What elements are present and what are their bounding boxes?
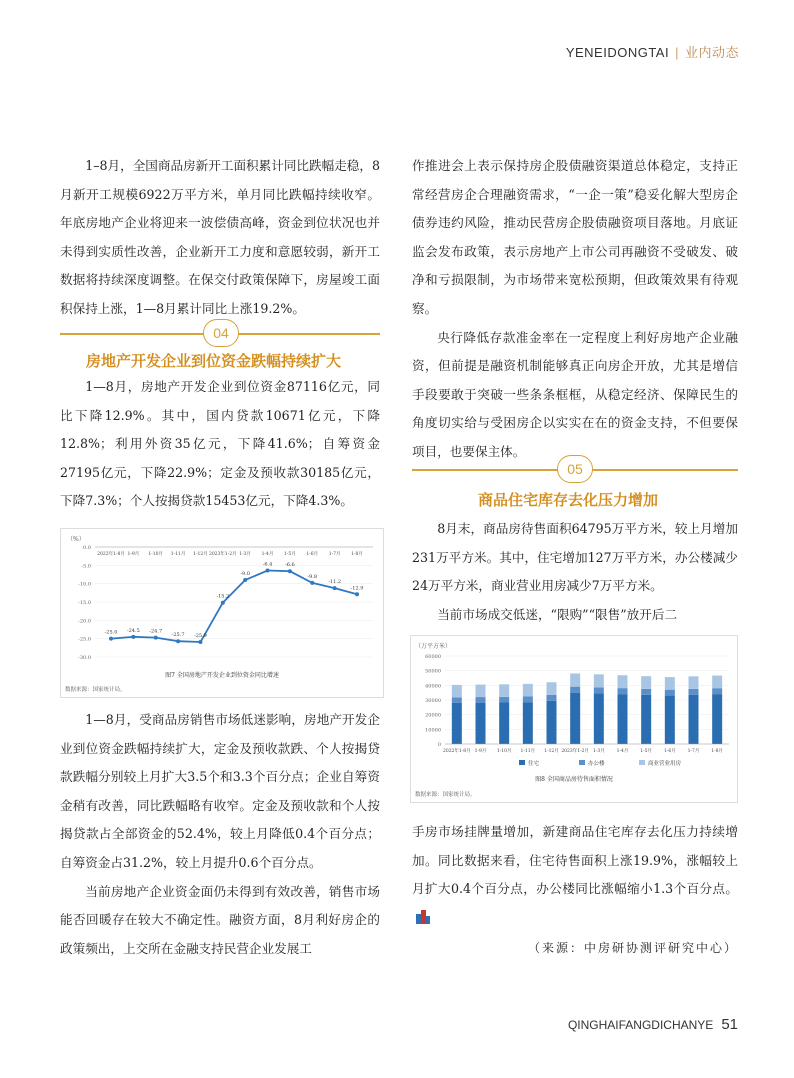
section-badge-04: 04 — [203, 319, 239, 347]
x-tick-label: 2023年1-2月 — [561, 749, 590, 754]
data-label: -25.7 — [171, 632, 185, 639]
bar-segment — [712, 676, 722, 689]
paragraph: 8月末，商品房待售面积64795万平方米，较上月增加231万平方米。其中，住宅增加127万平方米，办公楼减少24万平方米，商业营业用房减少7万平方米。 — [412, 521, 738, 594]
bar-segment — [665, 677, 675, 690]
running-header — [566, 42, 739, 61]
left-column-intro — [60, 152, 380, 324]
y-tick-label: -30.0 — [78, 655, 91, 661]
paragraph: 当前市场成交低迷，“限购”“限售”放开后二 — [437, 606, 678, 622]
data-point — [221, 601, 225, 605]
x-tick-label: 1-10月 — [148, 552, 164, 557]
bar-segment — [665, 690, 675, 696]
y-tick-label: 50000 — [425, 668, 441, 675]
chart-source-note: 数据来源：国家统计局。 — [415, 792, 476, 798]
data-label: -6.6 — [285, 562, 295, 569]
bar-segment — [452, 685, 462, 697]
bar-segment — [641, 689, 651, 695]
bar-segment — [712, 688, 722, 694]
chart-source-note: 数据来源：国家统计局。 — [65, 687, 126, 693]
legend-swatch — [519, 760, 525, 765]
paragraph: 1–8月，全国商品房新开工面积累计同比跌幅走稳，8月新开工规模6922万平方米，单月同比跌幅持续收窄。年底房地产企业将迎来一波偿债高峰，资金到位状况也并未得到实质性改善，企业新开工力度和意愿较弱，新开工数据将持续深度调整。在保交付政策保障下，房屋竣工面积保持上涨，1—8月累计同比上涨19.2%。 — [60, 158, 380, 316]
section-title-05: 商品住宅库存去化压力增加 — [478, 491, 659, 509]
data-label: -11.2 — [328, 579, 342, 586]
data-point — [355, 592, 359, 596]
page-footer — [568, 1016, 738, 1033]
x-tick-label: 1-3月 — [239, 552, 252, 557]
bar-segment — [499, 702, 509, 744]
x-tick-label: 1-11月 — [170, 552, 186, 557]
data-label: -12.9 — [350, 585, 364, 592]
chart-inventory-area — [410, 635, 738, 803]
data-label: -9.0 — [240, 571, 251, 577]
x-tick-label: 1-9月 — [127, 552, 140, 557]
bar-segment — [523, 702, 533, 744]
y-tick-label: 40000 — [425, 683, 441, 690]
data-label: -15.2 — [216, 593, 230, 600]
data-point — [198, 640, 202, 644]
y-axis-unit: （%） — [67, 536, 85, 543]
y-tick-label: -25.0 — [78, 636, 91, 643]
x-tick-label: 1-4月 — [616, 749, 629, 754]
x-tick-label: 1-3月 — [592, 749, 605, 754]
paragraph: 当前房地产企业资金面仍未得到有效改善，销售市场能否回暖存在较大不确定性。融资方面，8月利好房企的政策频出，上交所在金融支持民营企业发展工 — [60, 883, 380, 956]
y-tick-label: 30000 — [425, 698, 441, 704]
data-label: -25.9 — [194, 632, 207, 639]
bar-segment — [594, 693, 604, 744]
header-separator: | — [675, 45, 679, 60]
y-tick-label: -20.0 — [78, 618, 91, 625]
legend-label: 商业营业用房 — [648, 761, 682, 767]
bar-segment — [594, 674, 604, 687]
y-tick-label: 0 — [437, 742, 441, 748]
bar-segment — [499, 684, 509, 697]
y-axis-unit: （万平方米） — [415, 643, 452, 650]
data-label: -25.0 — [104, 629, 118, 636]
bar-segment — [523, 684, 533, 697]
section-05-body — [412, 515, 738, 629]
bar-segment — [618, 688, 628, 694]
data-point — [154, 636, 158, 640]
paragraph-text: 手房市场挂牌量增加，新建商品住宅库存去化压力持续增加。同比数据来看，住宅待售面积上涨19.9%，涨幅较上月扩大0.4个百分点，办公楼同比涨幅缩小1.3个百分点。 — [412, 824, 738, 897]
bar-segment — [618, 675, 628, 688]
paragraph: 央行降低存款准金率在一定程度上利好房地产企业融资，但前提是融资机制能够真正向房企开放，尤其是增信手段要敢于突破一些条条框框，从稳定经济、保障民生的角度切实给与受困房企以实实在在的资金支持，不但要保项目，也要保主体。 — [412, 329, 738, 459]
bar-segment — [476, 703, 486, 744]
x-tick-label: 1-9月 — [474, 749, 487, 754]
data-point — [266, 568, 270, 572]
x-tick-label: 1-12月 — [193, 552, 208, 557]
x-tick-label: 2022年1-8月 — [97, 552, 125, 557]
x-tick-label: 1-8月 — [711, 749, 724, 754]
bar-segment — [618, 694, 628, 744]
bar-chart — [411, 636, 737, 802]
header-latin: YENEIDONGTAI — [565, 45, 670, 60]
bar-segment — [689, 695, 699, 744]
chart-funding-growth — [60, 528, 384, 698]
data-point — [333, 586, 337, 590]
bar-segment — [547, 695, 557, 701]
data-point — [288, 569, 292, 573]
section-badge-05: 05 — [557, 455, 593, 483]
x-tick-label: 1-6月 — [663, 749, 676, 754]
right-column-top — [412, 152, 738, 467]
data-point — [131, 635, 135, 639]
data-label: -24.7 — [149, 628, 163, 635]
x-tick-label: 1-4月 — [261, 552, 274, 557]
y-tick-label: -10.0 — [78, 581, 91, 588]
x-tick-label: 1-5月 — [640, 749, 653, 754]
legend-label: 住宅 — [528, 761, 540, 767]
y-tick-label: 20000 — [425, 712, 441, 719]
bar-segment — [594, 687, 604, 693]
x-tick-label: 1-8月 — [351, 552, 363, 557]
left-column-continued — [60, 706, 380, 963]
y-tick-label: -5.0 — [81, 563, 91, 570]
bar-segment — [641, 676, 651, 689]
bar-segment — [547, 701, 557, 744]
paragraph — [412, 818, 738, 932]
legend-swatch — [579, 760, 585, 765]
header-chinese: 业内动态 — [684, 46, 739, 61]
bar-segment — [570, 687, 580, 693]
bar-segment — [547, 682, 557, 695]
bar-segment — [570, 673, 580, 686]
x-tick-label: 1-11月 — [520, 749, 536, 754]
data-label: -9.8 — [307, 573, 318, 580]
bar-segment — [665, 696, 675, 744]
x-tick-label: 1-5月 — [284, 552, 296, 557]
x-tick-label: 2023年1-2月 — [208, 552, 237, 557]
bar-segment — [641, 695, 651, 744]
data-label: -6.4 — [262, 561, 273, 568]
data-point — [109, 637, 113, 641]
bar-segment — [452, 697, 462, 703]
data-point — [310, 581, 314, 585]
bar-segment — [476, 697, 486, 703]
y-tick-label: -15.0 — [78, 600, 91, 606]
x-tick-label: 1-7月 — [687, 749, 700, 754]
x-tick-label: 1-6月 — [306, 552, 319, 557]
paragraph: 作推进会上表示保持房企股债融资渠道总体稳定，支持正常经营房企合理融资需求，“一企一策”稳妥化解大型房企债券违约风险，推动民营房企股债融资项目落地。月底证监会发布政策，表示房地产上市公司再融资不受破发、破净和亏损限制，为市场带来宽松预期，但政策效果有待观察。 — [412, 158, 738, 316]
y-tick-label: 60000 — [425, 654, 441, 660]
x-tick-label: 1-7月 — [328, 552, 341, 557]
data-point — [243, 578, 247, 582]
page-number: 51 — [721, 1016, 738, 1033]
bar-segment — [689, 689, 699, 695]
bar-segment — [523, 696, 533, 702]
x-tick-label: 2022年1-8月 — [442, 749, 471, 754]
section-04-body — [60, 373, 380, 516]
y-tick-label: 0.0 — [83, 545, 91, 551]
bar-segment — [452, 703, 462, 744]
magazine-name: QINGHAIFANGDICHANYE — [567, 1018, 714, 1032]
bar-segment — [570, 693, 580, 744]
bar-segment — [689, 676, 699, 689]
section-title-04: 房地产开发企业到位资金跌幅持续扩大 — [86, 352, 342, 370]
x-tick-label: 1-12月 — [544, 749, 559, 754]
chart-caption: 图7 全国房地产开发企业到位资金同比增速 — [165, 672, 279, 679]
source-credit: （来源：中房研协测评研究中心） — [527, 941, 738, 956]
bar-segment — [476, 685, 486, 697]
x-tick-label: 1-10月 — [496, 749, 512, 754]
series-line — [111, 571, 357, 643]
legend-swatch — [639, 760, 645, 765]
right-column-bottom — [412, 818, 738, 963]
data-point — [176, 639, 180, 643]
legend-label: 办公楼 — [588, 761, 605, 767]
line-chart — [61, 529, 383, 697]
paragraph: 1—8月，受商品房销售市场低迷影响，房地产开发企业到位资金跌幅持续扩大，定金及预收款跌、个人按揭贷款跌幅分别较上月扩大3.5个和3.3个百分点；企业自筹资金稍有改善，同比跌幅略有收窄。定金及预收款和个人按揭贷款占全部资金的52.4%，较上月降低0.4个百分点；自筹资金占31.2%，较上月提升0.6个百分点。 — [60, 712, 380, 870]
y-tick-label: 10000 — [425, 727, 441, 734]
paragraph: 1—8月，房地产开发企业到位资金87116亿元，同比下降12.9%。其中，国内贷款10671亿元，下降12.8%；利用外资35亿元，下降41.6%；自筹资金27195亿元，下降22.9%；定金及预收款30185亿元，下降7.3%；个人按揭贷款15453亿元，下降4.3%。 — [60, 379, 380, 509]
magazine-logo-icon — [416, 910, 430, 924]
chart-caption: 图8 全国商品房待售面积情况 — [535, 776, 613, 783]
bar-segment — [712, 694, 722, 744]
data-label: -24.5 — [126, 627, 140, 634]
bar-segment — [499, 697, 509, 703]
